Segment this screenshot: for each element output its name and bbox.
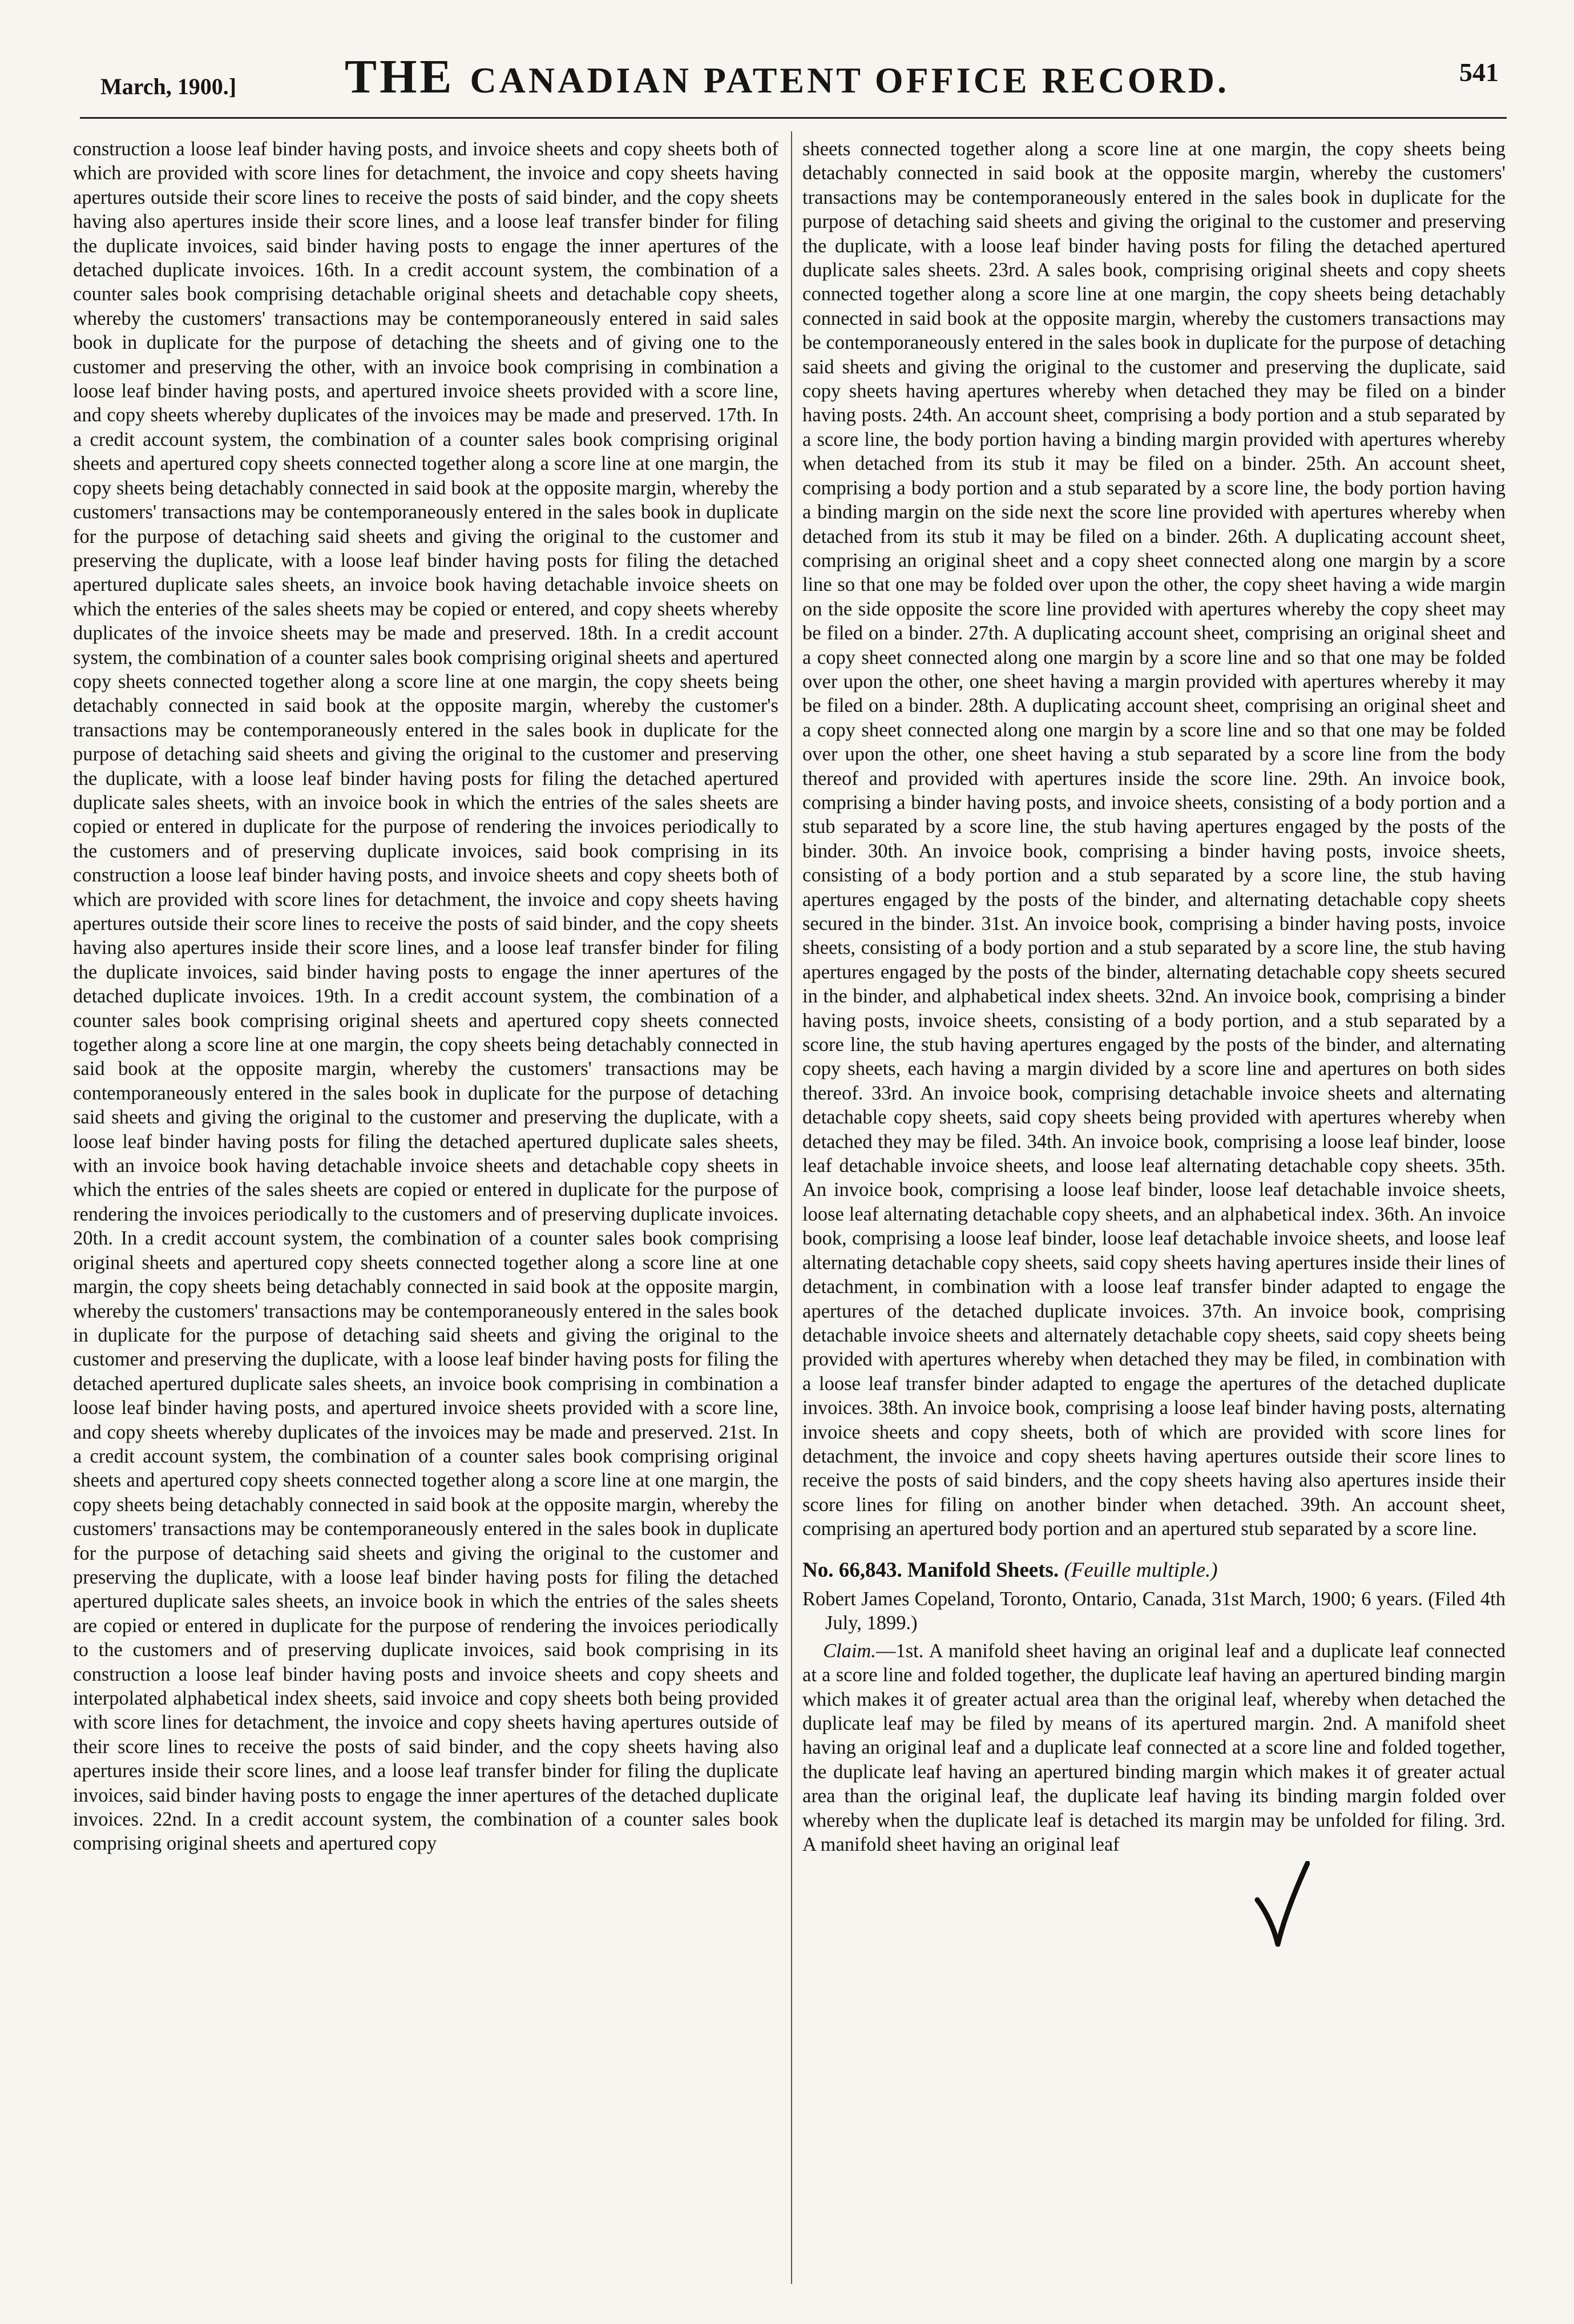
patent-french-title: (Feuille multiple.) <box>1064 1558 1218 1582</box>
issue-date: March, 1900.] <box>100 74 237 99</box>
claim-text: —1st. A manifold sheet having an original leaf and a duplicate leaf connected at a score line and folded together, the duplicate leaf having an apertured binding margin which makes it of greater actual area than the original leaf, whereby when detached the duplicate leaf may be filed by means of its apertured margin. 2nd. A manifold sheet having an original leaf and a duplicate leaf connected at a score line and folded together, the duplicate leaf having an apertured binding margin which makes it of greater actual area than the original leaf, the duplicate leaf having its binding margin folded over whereby when the duplicate leaf is detached its margin may be unfolded for filing. 3rd. A manifold sheet having an original leaf <box>802 1640 1506 1856</box>
publication-title-main: CANADIAN PATENT OFFICE RECORD. <box>470 60 1229 100</box>
patent-number: No. 66,843. <box>802 1558 902 1582</box>
patent-claim <box>802 1639 1506 1857</box>
publication-title-the: THE <box>345 50 455 103</box>
right-column-text: sheets connected together along a score line at one margin, the copy sheets being detachably connected in said book at the opposite margin, whereby the customers' transactions may be contemporaneously entered in the sales book in duplicate for the purpose of detaching said sheets and giving the original to the customer and preserving the duplicate, with a loose leaf binder having posts for filing the detached apertured duplicate sales sheets. 23rd. A sales book, comprising original sheets and copy sheets connected together along a score line at one margin, the copy sheets being detachably connected in said book at the opposite margin, whereby the customers transactions may be contemporaneously entered in the sales book in duplicate for the purpose of detaching said sheets and giving the original to the customer and preserving the duplicate, said copy sheets having apertures whereby when detached they may be filed on a binder having posts. 24th. An account sheet, comprising a body portion and a stub separated by a score line, the body portion having a binding margin provided with apertures whereby when detached from its stub it may be filed on a binder. 25th. An account sheet, comprising a body portion and a stub separated by a score line, the body portion having a binding margin on the side next the score line provided with apertures whereby when detached from its stub it may be filed on a binder. 26th. A duplicating account sheet, comprising an original sheet and a copy sheet connected along one margin by a score line so that one may be folded over upon the other, the copy sheet having a wide margin on the side opposite the score line provided with apertures whereby the copy sheet may be filed on a binder. 27th. A duplicating account sheet, comprising an original sheet and a copy sheet connected along one margin by a score line and so that one may be folded over upon the other, one sheet having a margin provided with apertures whereby it may be filed on a binder. 28th. A duplicating account sheet, comprising an original sheet and a copy sheet connected along one margin by a score line and so that one may be folded over upon the other, one sheet having a stub separated by a score line from the body thereof and provided with apertures inside the score line. 29th. An invoice book, comprising a binder having posts, and invoice sheets, consisting of a body portion and a stub separated by a score line, the stub having apertures engaged by the posts of the binder. 30th. An invoice book, comprising a binder having posts, invoice sheets, consisting of a body portion and a stub separated by a score line, the stub having apertures engaged by the posts of the binder, and alternating detachable copy sheets secured in the binder. 31st. An invoice book, comprising a binder having posts, invoice sheets, consisting of a body portion and a stub separated by a score line, the stub having apertures engaged by the posts of the binder, alternating detachable copy sheets secured in the binder, and alphabetical index sheets. 32nd. An invoice book, comprising a binder having posts, invoice sheets, consisting of a body portion, and a stub separated by a score line, the stub having apertures engaged by the posts of the binder, and alternating copy sheets, each having a margin divided by a score line and apertures on both sides thereof. 33rd. An invoice book, comprising detachable invoice sheets and alternating detachable copy sheets, said copy sheets being provided with apertures whereby when detached they may be filed. 34th. An invoice book, comprising a loose leaf binder, loose leaf detachable invoice sheets, and loose leaf alternating detachable copy sheets. 35th. An invoice book, comprising a loose leaf binder, loose leaf detachable invoice sheets, loose leaf alternating detachable copy sheets, and an alphabetical index. 36th. An invoice book, comprising a loose leaf binder, loose leaf detachable invoice sheets, and loose leaf alternating detachable copy sheets, said copy sheets having apertures inside their lines of detachment, in combination with a loose leaf transfer binder adapted to engage the apertures of the detached duplicate invoices. 37th. An invoice book, comprising detachable invoice sheets and alternately detachable copy sheets, said copy sheets being provided with apertures whereby when detached they may be filed, in combination with a loose leaf transfer binder adapted to engage the apertures of the detached duplicate invoices. 38th. An invoice book, comprising a loose leaf binder having posts, alternating invoice sheets and copy sheets, both of which are provided with score lines for detachment, the invoice and copy sheets having apertures outside their score lines to receive the posts of said binders, and the copy sheets having also apertures inside their score lines for filing on another binder when detached. 39th. An account sheet, comprising an apertured body portion and an apertured stub separated by a score line. <box>802 138 1506 1540</box>
publication-title <box>0 49 1574 104</box>
left-column <box>73 137 778 2284</box>
handwritten-check-icon <box>1253 1861 1310 1947</box>
header-rule <box>80 117 1507 119</box>
patent-heading <box>802 1558 1506 1582</box>
claim-label: Claim. <box>823 1640 876 1662</box>
patent-name: Manifold Sheets. <box>907 1558 1059 1582</box>
left-column-text: construction a loose leaf binder having posts, and invoice sheets and copy sheets both of which are provided with score lines for detachment, the invoice and copy sheets having apertures outside their score lines to receive the posts of said binder, and the copy sheets having also apertures inside their score lines, and a loose leaf transfer binder for filing the duplicate invoices, said binder having posts to engage the inner apertures of the detached duplicate invoices. 16th. In a credit account system, the combination of a counter sales book comprising detachable original sheets and detachable copy sheets, whereby the customers' transactions may be contemporaneously entered in said sales book in duplicate for the purpose of detaching the sheets and of giving one to the customer and preserving the other, with an invoice book comprising in combination a loose leaf binder having posts, and apertured invoice sheets provided with a score line, and copy sheets whereby duplicates of the invoices may be made and preserved. 17th. In a credit account system, the combination of a counter sales book comprising original sheets and apertured copy sheets connected together along a score line at one margin, the copy sheets being detachably connected in said book at the opposite margin, whereby the customers' transactions may be contemporaneously entered in the sales book in duplicate for the purpose of detaching said sheets and giving the original to the customer and preserving the duplicate, with a loose leaf binder having posts for filing the detached apertured duplicate sales sheets, an invoice book having detachable invoice sheets on which the enteries of the sales sheets may be copied or entered, and copy sheets whereby duplicates of the invoice sheets may be made and preserved. 18th. In a credit account system, the combination of a counter sales book comprising original sheets and apertured copy sheets connected together along a score line at one margin, the copy sheets being detachably connected in said book at the opposite margin, whereby the customer's transactions may be contemporaneously entered in the sales book in duplicate for the purpose of detaching said sheets and giving the original to the customer and preserving the duplicate, with a loose leaf binder having posts for filing the detached apertured duplicate sales sheets, with an invoice book in which the entries of the sales sheets are copied or entered in duplicate for the purpose of rendering the invoices periodically to the customers and of preserving duplicate invoices, said book comprising in its construction a loose leaf binder having posts, and invoice sheets and copy sheets both of which are provided with score lines for detachment, the invoice and copy sheets having apertures outside their score lines to receive the posts of said binder, and the copy sheets having also apertures inside their score lines, and a loose leaf transfer binder for filing the duplicate invoices, said binder having posts to engage the inner apertures of the detached duplicate invoices. 19th. In a credit account system, the combination of a counter sales book comprising original sheets and apertured copy sheets connected together along a score line at one margin, the copy sheets being detachably connected in said book at the opposite margin, whereby the customers' transactions may be contemporaneously entered in the sales book in duplicate for the purpose of detaching said sheets and giving the original to the customer and preserving the duplicate, with a loose leaf binder having posts for filing the detached apertured duplicate sales sheets, with an invoice book having detachable invoice sheets and detachable copy sheets in which the entries of the sales sheets are copied or entered in duplicate for the purpose of rendering the invoices periodically to the customers and of preserving duplicate invoices. 20th. In a credit account system, the combination of a counter sales book comprising original sheets and apertured copy sheets connected together along a score line at one margin, the copy sheets being detachably connected in said book at the opposite margin, whereby the customers' transactions may be contemporaneously entered in the sales book in duplicate for the purpose of detaching said sheets and giving the original to the customer and preserving the duplicate, with a loose leaf binder having posts for filing the detached apertured duplicate sales sheets, an invoice book comprising in combination a loose leaf binder having posts, and apertured invoice sheets provided with a score line, and copy sheets whereby duplicates of the invoices may be made and preserved. 21st. In a credit account system, the combination of a counter sales book comprising original sheets and apertured copy sheets connected together along a score line at one margin, the copy sheets being detachably connected in said book at the opposite margin, whereby the customers' transactions may be contemporaneously entered in the sales book in duplicate for the purpose of detaching said sheets and giving the original to the customer and preserving the duplicate, with a loose leaf binder having posts for filing the detached apertured duplicate sales sheets, an invoice book in which the entries of the sales sheets are copied or entered in duplicate for the purpose of rendering the invoices periodically to the customers and of preserving duplicate invoices, said book comprising in its construction a loose leaf binder having posts and invoice sheets and copy sheets and interpolated alphabetical index sheets, said invoice and copy sheets both being provided with score lines for detachment, the invoice and copy sheets having apertures outside of their score lines to receive the posts of said binder, and the copy sheets having also apertures inside their score lines, and a loose leaf transfer binder for filing the duplicate invoices, said binder having posts to engage the inner apertures of the detached duplicate invoices. 22nd. In a credit account system, the combination of a counter sales book comprising original sheets and apertured copy <box>73 138 778 1855</box>
page-number: 541 <box>1459 58 1499 87</box>
patent-assignee: Robert James Copeland, Toronto, Ontario, Canada, 31st March, 1900; 6 years. (Filed 4th July, 1899.) <box>802 1588 1506 1634</box>
right-column <box>802 137 1506 2284</box>
column-divider <box>791 131 792 2284</box>
